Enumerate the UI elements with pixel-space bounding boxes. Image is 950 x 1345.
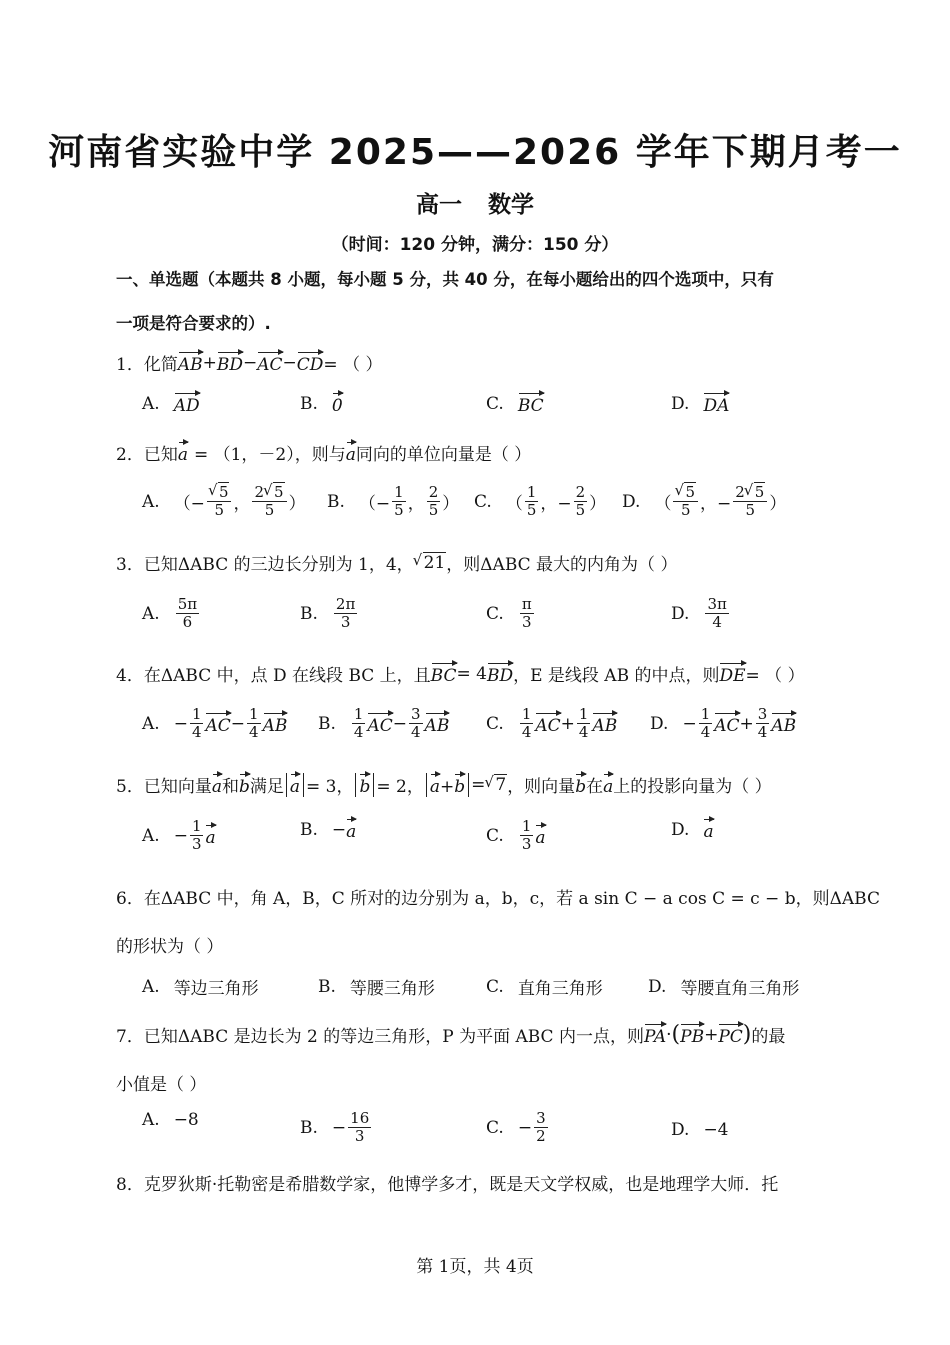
fraction: $\frac{16}{3}$ — [350, 1109, 370, 1146]
question-tail: 上的投影向量为（ ） — [613, 777, 772, 797]
question-number: 2． — [116, 445, 144, 465]
option-value: −4 — [703, 1120, 729, 1140]
vector-ac: AC — [257, 351, 282, 374]
q2-option-a[interactable]: A. （− √ $\frac{5}{5}$ ， $\frac{2√ 5}{5}$ ） — [142, 484, 306, 520]
exam-title: 河南省实验中学 2025——2026 学年下期月考一 — [48, 132, 902, 173]
vector-a: a — [535, 824, 545, 847]
question-8 — [116, 1170, 778, 1195]
fraction: $\frac{1}{3}$ — [521, 817, 532, 854]
question-7-line2: 小值是（ ） — [116, 1075, 207, 1095]
q4-option-b[interactable]: B. $\frac{1}{4}$ AC − $\frac{3}{4}$ AB — [318, 705, 450, 742]
q7-option-b[interactable]: B. − $\frac{16}{3}$ — [300, 1109, 370, 1146]
q1-option-d[interactable] — [671, 392, 729, 415]
option-value: 0 — [332, 392, 343, 415]
q3-option-d[interactable] — [671, 596, 731, 632]
fraction: $\frac{1}{4}$ — [191, 705, 202, 742]
option-label: B. — [327, 491, 345, 512]
fraction: $\frac{\pi}{3}$ — [521, 595, 532, 632]
question-text: 和 — [221, 777, 239, 797]
fraction: $\frac{1}{4}$ — [249, 705, 259, 742]
question-text: 已知ΔABC 是边长为 2 的等边三角形，P 为平面 ABC 内一点，则 — [143, 1027, 644, 1047]
vector-a: a — [346, 441, 356, 464]
option-label: C. — [486, 976, 504, 997]
sqrt-7: √ 7 — [485, 775, 507, 795]
option-label: A. — [142, 603, 160, 624]
option-label: C. — [486, 825, 504, 846]
subject-label: 数学 — [488, 192, 534, 218]
vector-ab: AB — [771, 712, 796, 735]
vector-b: b — [239, 773, 250, 796]
question-text: 在ΔABC 中，点 D 在线段 BC 上，且 — [143, 666, 431, 686]
option-label: B. — [318, 976, 336, 997]
option-label: D. — [622, 491, 641, 512]
fraction: $\frac{1}{4}$ — [700, 705, 711, 742]
fraction: √ $\frac{5}{5}$ — [673, 484, 698, 520]
time-info: （时间：120 分钟，满分：150 分） — [331, 235, 619, 255]
vector-a: a — [212, 773, 222, 796]
fraction: $\frac{3}{2}$ — [536, 1109, 546, 1146]
option-value: −8 — [173, 1110, 199, 1130]
question-text: ，E 是线段 AB 的中点，则 — [513, 666, 720, 686]
option-label: D. — [671, 393, 690, 414]
option-value: DA — [703, 392, 729, 415]
q6-option-a[interactable] — [142, 974, 259, 999]
vector-bc: BC — [431, 662, 457, 685]
question-6 — [116, 884, 880, 909]
question-number: 7． — [116, 1027, 144, 1047]
question-number: 3． — [116, 555, 144, 575]
vector-a: a — [703, 818, 713, 841]
option-value: 直角三角形 — [517, 979, 603, 999]
q4-option-d[interactable]: D. − $\frac{1}{4}$ AC + $\frac{3}{4}$ AB — [650, 705, 797, 742]
option-label: A. — [142, 976, 160, 997]
option-label: C. — [486, 603, 504, 624]
question-number: 8． — [116, 1175, 144, 1195]
fraction: $\frac{2}{5}$ — [575, 483, 586, 520]
q6-option-b[interactable] — [318, 974, 435, 999]
option-label: A. — [142, 491, 160, 512]
option-value: BC — [518, 392, 544, 415]
fraction: $\frac{1}{4}$ — [578, 705, 589, 742]
option-value: 等腰直角三角形 — [680, 979, 800, 999]
question-tail: = （ ） — [745, 666, 805, 686]
vector-pa: PA — [644, 1023, 666, 1046]
q4-option-c[interactable]: C. $\frac{1}{4}$ AC + $\frac{1}{4}$ AB — [486, 705, 618, 742]
question-7: 7． 已知ΔABC 是边长为 2 的等边三角形，P 为平面 ABC 内一点，则 PA · ( PB + PC ) 的最 — [116, 1021, 786, 1047]
question-number: 1． — [116, 355, 144, 375]
fraction: $\frac{1}{3}$ — [191, 817, 202, 854]
question-tail: = （ ） — [323, 355, 383, 375]
fraction: $\frac{3}{4}$ — [411, 705, 421, 742]
option-label: C. — [486, 1117, 504, 1138]
option-label: A. — [142, 825, 160, 846]
exam-subtitle — [0, 186, 950, 219]
question-number: 4． — [116, 666, 144, 686]
question-4 — [116, 661, 805, 686]
option-value: 等腰三角形 — [349, 979, 435, 999]
option-label: D. — [671, 603, 690, 624]
vector-ab: AB — [592, 712, 617, 735]
equals-four: = 4 — [456, 663, 487, 684]
q5-option-d[interactable] — [671, 818, 714, 841]
option-label: D. — [671, 819, 690, 840]
q2-option-b[interactable]: B. （− $\frac{1}{5}$ ， $\frac{2}{5}$ ） — [327, 483, 460, 520]
vector-a: a — [603, 773, 613, 796]
vector-ab: AB — [263, 712, 288, 735]
option-label: D. — [648, 976, 667, 997]
vector-ac: AC — [714, 712, 739, 735]
question-text: 克罗狄斯·托勒密是希腊数学家，他博学多才，既是天文学权威，也是地理学大师．托 — [143, 1175, 779, 1195]
q1-option-b[interactable] — [300, 392, 343, 415]
question-text: 同向的单位向量是（ ） — [355, 445, 532, 465]
q7-option-a[interactable] — [142, 1110, 199, 1130]
vector-a: a — [178, 441, 188, 464]
q7-option-c[interactable]: C. − $\frac{3}{2}$ — [486, 1109, 546, 1146]
question-text: 已知ΔABC 的三边长分别为 1，4， — [143, 555, 414, 575]
option-value: AD — [174, 392, 200, 415]
fraction: $\frac{1}{4}$ — [521, 705, 532, 742]
option-label: B. — [300, 393, 318, 414]
vector-ac: AC — [367, 712, 392, 735]
abs-b: b — [355, 773, 374, 797]
q5-option-b[interactable]: B. − a — [300, 819, 357, 842]
option-label: D. — [650, 713, 669, 734]
abs-a-value: = 3， — [306, 777, 354, 797]
option-label: C. — [486, 393, 504, 414]
fraction: $\frac{3}{4}$ — [757, 705, 768, 742]
fraction: $\frac{2√ 5}{5}$ — [252, 484, 286, 520]
option-label: B. — [300, 819, 318, 840]
question-2 — [116, 440, 531, 465]
option-label: A. — [142, 1110, 160, 1130]
q5-option-a[interactable]: A. − $\frac{1}{3}$ a — [142, 817, 216, 854]
option-label: C. — [474, 491, 492, 512]
section-heading-line1: 一、单选题（本题共 8 小题，每小题 5 分，共 40 分，在每小题给出的四个选项中，只有 — [116, 270, 774, 289]
option-label: B. — [300, 1117, 318, 1138]
question-3 — [116, 550, 677, 575]
q6-option-c[interactable] — [486, 974, 603, 999]
q3-option-b[interactable] — [300, 596, 359, 632]
q2-option-d[interactable]: D. （ √ $\frac{5}{5}$ ，− $\frac{2√ 5}{5}$ ） — [622, 484, 786, 520]
question-number: 6． — [116, 889, 144, 909]
question-text: 的最 — [751, 1027, 786, 1047]
fraction: $\frac{1}{5}$ — [394, 483, 404, 520]
fraction: $\frac{2}{5}$ — [428, 483, 439, 520]
vector-pc: PC — [718, 1023, 742, 1046]
equals-sign: = — [471, 774, 486, 795]
question-1: 1． 化简 AB + BD − AC − CD = （ ） — [116, 350, 382, 375]
fraction: √ $\frac{5}{5}$ — [207, 484, 232, 520]
fraction: $\frac{3\pi}{4}$ — [707, 595, 727, 632]
question-text: 已知 — [143, 445, 178, 465]
option-label: B. — [300, 603, 318, 624]
vector-ab: AB — [425, 712, 450, 735]
abs-a: a — [286, 773, 304, 797]
vector-bd: BD — [487, 662, 513, 685]
vector-bd: BD — [217, 351, 243, 374]
question-number: 5． — [116, 777, 144, 797]
section-heading-line2: 一项是符合要求的）. — [116, 314, 271, 333]
vector-ab: AB — [178, 351, 203, 374]
option-label: D. — [671, 1120, 690, 1140]
option-label: B. — [318, 713, 336, 734]
option-label: C. — [486, 713, 504, 734]
vector-b: b — [575, 773, 586, 796]
fraction: $\frac{5\pi}{6}$ — [177, 595, 198, 632]
vector-ac: AC — [205, 712, 230, 735]
q1-option-a[interactable] — [142, 392, 200, 415]
option-label: A. — [142, 393, 160, 414]
question-text: 在ΔABC 中，角 A，B，C 所对的边分别为 a，b，c，若 a sin C − a cos C = c − b，则ΔABC — [143, 889, 880, 909]
vector-ac: AC — [535, 712, 560, 735]
fraction: $\frac{1}{5}$ — [526, 483, 537, 520]
fraction: $\frac{2√ 5}{5}$ — [733, 484, 767, 520]
question-6-line2: 的形状为（ ） — [116, 937, 224, 957]
q4-option-a[interactable]: A. − $\frac{1}{4}$ AC − $\frac{1}{4}$ AB — [142, 705, 288, 742]
fraction: $\frac{1}{4}$ — [353, 705, 364, 742]
question-text: 满足 — [249, 777, 284, 797]
q1-option-c[interactable] — [486, 392, 544, 415]
option-value: 等边三角形 — [173, 979, 259, 999]
abs-a-plus-b: a+b — [426, 773, 469, 797]
question-text: ，则ΔABC 最大的内角为（ ） — [446, 555, 678, 575]
q6-option-d[interactable] — [648, 974, 799, 999]
sqrt-21: √ 21 — [414, 553, 447, 573]
grade-label: 高一 — [416, 192, 462, 218]
vector-a: a — [346, 818, 356, 841]
abs-b-value: = 2， — [376, 777, 424, 797]
question-5 — [116, 772, 772, 797]
q2-option-c[interactable]: C. （ $\frac{1}{5}$ ，− $\frac{2}{5}$ ） — [474, 483, 607, 520]
question-text: ，则向量 — [507, 777, 576, 797]
option-label: A. — [142, 713, 160, 734]
vector-pb: PB — [680, 1023, 704, 1046]
question-text: 已知向量 — [143, 777, 212, 797]
question-text: 化简 — [143, 355, 178, 375]
vector-de: DE — [719, 662, 745, 685]
q3-option-a[interactable] — [142, 596, 201, 632]
page-footer: 第 1页，共 4页 — [416, 1257, 534, 1277]
q7-option-d[interactable] — [671, 1120, 729, 1140]
vector-a: a — [205, 824, 215, 847]
question-text: 在 — [586, 777, 604, 797]
q3-option-c[interactable] — [486, 596, 536, 632]
q5-option-c[interactable] — [486, 818, 546, 854]
vector-cd: CD — [297, 351, 324, 374]
question-text: = （1，－2），则与 — [193, 445, 346, 465]
fraction: $\frac{2\pi}{3}$ — [335, 595, 356, 632]
